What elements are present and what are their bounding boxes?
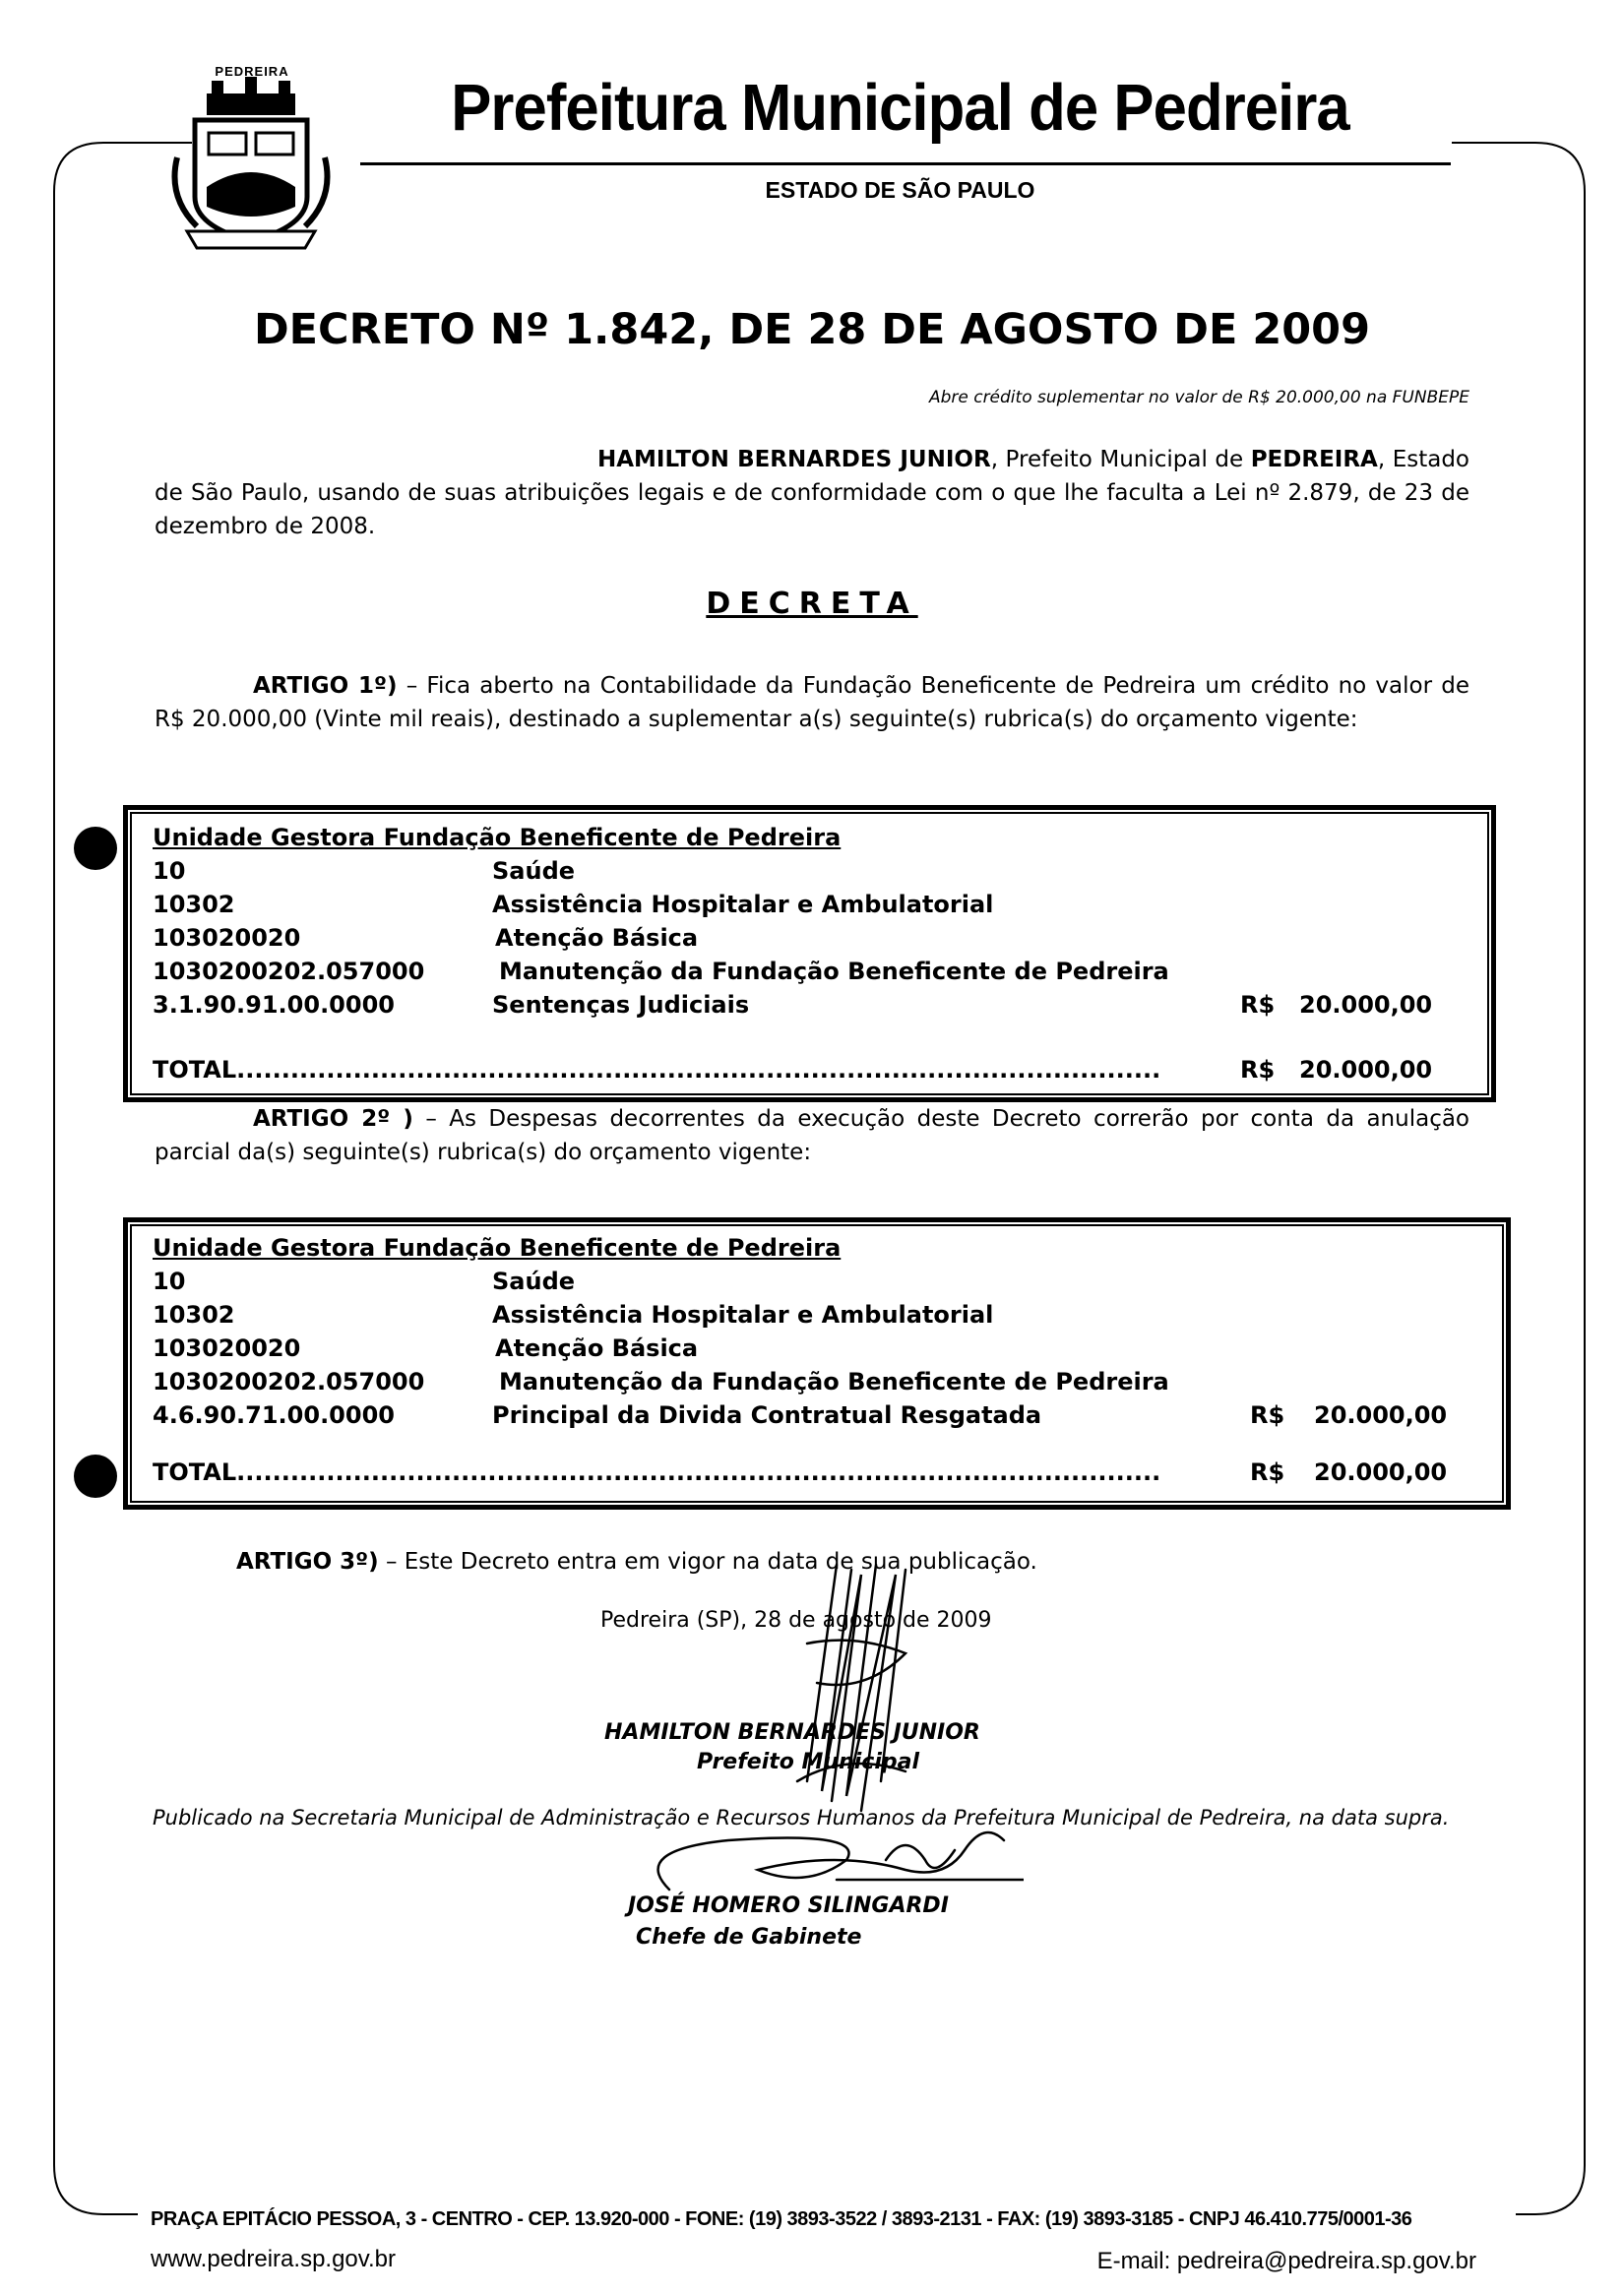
row-currency: R$ [1240,991,1276,1019]
footer-website[interactable]: www.pedreira.sp.gov.br [151,2246,396,2272]
row-amount: 20.000,00 [1314,1401,1448,1429]
total-currency: R$ [1240,1056,1276,1084]
budget-table-annulment: Unidade Gestora Fundação Beneficente de Pedreira 10 Saúde 10302 Assistência Hospitalar e Ambulatorial 103020020 Atenção Básica 1030200202.057000 Manutenção da Fundação Beneficente de Pedreira 4.6.90.71.00.0000 Principal da Divida Contratual Resgatada R$ 20.000,00 TOTAL....................................................................................................... R$ 20.000,00 [123,1217,1511,1510]
city-name-inline: PEDREIRA [1250,447,1378,472]
publication-note: Publicado na Secretaria Municipal de Administração e Recursos Humanos da Prefeitura Municipal de Pedreira, na data supra. [153,1806,1450,1830]
article-3: ARTIGO 3º) – Este Decreto entra em vigor na data de sua publicação. [236,1549,1037,1575]
chief-signature-name: JOSÉ HOMERO SILINGARDI [628,1893,949,1918]
article-1: ARTIGO 1º) – Fica aberto na Contabilidade da Fundação Beneficente de Pedreira um crédito no valor de R$ 20.000,00 (Vinte mil reais), destinado a suplementar a(s) seguinte(s) rubrica(s) do orçamento vigente: [155,673,1469,732]
mayor-signature-title: Prefeito Municipal [697,1750,920,1774]
unit-heading: Unidade Gestora Fundação Beneficente de Pedreira [153,1234,842,1262]
total-currency: R$ [1250,1458,1285,1486]
decree-summary: Abre crédito suplementar no valor de R$ 20.000,00 na FUNBEPE [928,388,1469,407]
row-amount: 20.000,00 [1299,991,1433,1019]
article-2-label: ARTIGO 2º ) [253,1106,413,1132]
handwritten-signatures [610,1555,1024,1909]
mayor-signature-name: HAMILTON BERNARDES JUNIOR [604,1720,980,1745]
total-amount: 20.000,00 [1314,1458,1448,1486]
punch-hole [74,827,117,870]
footer-address: PRAÇA EPITÁCIO PESSOA, 3 - CENTRO - CEP. 13.920-000 - FONE: (19) 3893-3522 / 3893-2131 - FAX: (19) 3893-3185 - CNPJ 46.410.775/0001-36 [151,2208,1412,2230]
row-currency: R$ [1250,1401,1285,1429]
budget-table-credit: Unidade Gestora Fundação Beneficente de Pedreira 10 Saúde 10302 Assistência Hospitalar e Ambulatorial 103020020 Atenção Básica 1030200202.057000 Manutenção da Fundação Beneficente de Pedreira 3.1.90.91.00.0000 Sentenças Judiciais R$ 20.000,00 TOTAL....................................................................................................... R$ 20.000,00 [123,805,1496,1102]
chief-signature-title: Chefe de Gabinete [636,1925,862,1950]
decreta-heading: DECRETA [706,587,918,621]
mayor-name-inline: HAMILTON BERNARDES JUNIOR [597,447,991,472]
unit-heading: Unidade Gestora Fundação Beneficente de Pedreira [153,824,842,851]
decree-preamble: HAMILTON BERNARDES JUNIOR, Prefeito Municipal de PEDREIRA, Estado de São Paulo, usando de suas atribuições legais e de conformidade com o que lhe faculta a Lei nº 2.879, de 23 de dezembro de 2008. [155,447,1470,539]
place-and-date: Pedreira (SP), 28 de agosto de 2009 [600,1608,992,1633]
footer-email[interactable]: E-mail: pedreira@pedreira.sp.gov.br [1096,2248,1476,2274]
header-divider [360,162,1451,165]
article-3-label: ARTIGO 3º) [236,1549,379,1575]
municipality-title: Prefeitura Municipal de Pedreira [451,71,1349,145]
total-amount: 20.000,00 [1299,1056,1433,1084]
state-subtitle: ESTADO DE SÃO PAULO [765,177,1035,203]
coat-of-arms-motto: PEDREIRA [215,64,289,79]
punch-hole [74,1455,117,1498]
article-2: ARTIGO 2º ) – As Despesas decorrentes da execução deste Decreto correrão por conta da anulação parcial da(s) seguinte(s) rubrica(s) do orçamento vigente: [155,1106,1470,1165]
decree-title: DECRETO Nº 1.842, DE 28 DE AGOSTO DE 2009 [253,305,1371,354]
article-1-label: ARTIGO 1º) [253,673,398,699]
